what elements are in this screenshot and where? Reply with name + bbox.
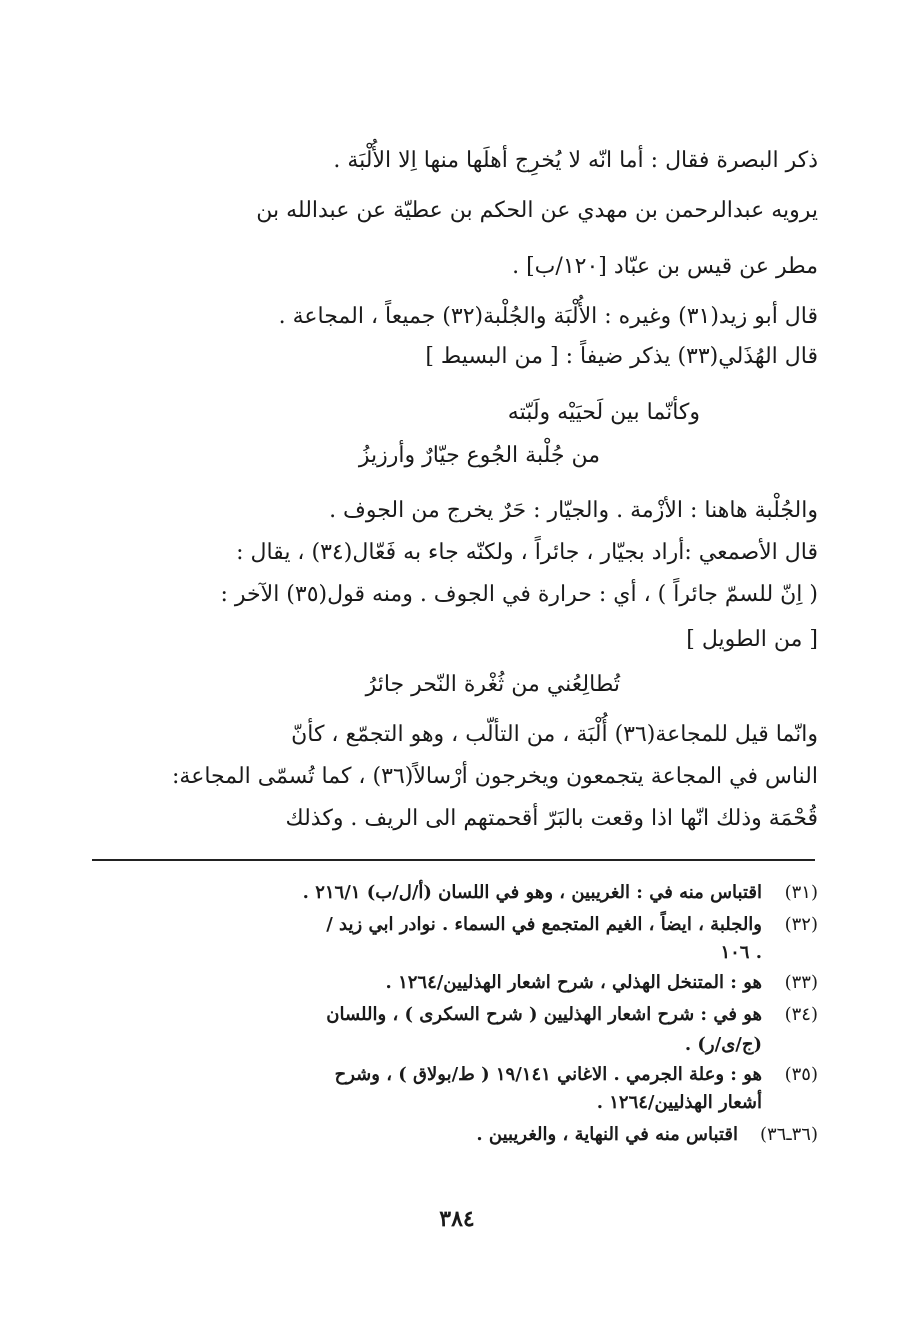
- verse-line-2: من جُلْبة الجُوع جيّارٌ وأرزيزُ: [358, 443, 600, 468]
- body-line-9: [ من الطويل ]: [686, 627, 818, 652]
- footnote-35: [335, 1062, 818, 1088]
- footnote-text: أشعار الهذليين/١٢٦٤ .: [596, 1092, 762, 1113]
- footnote-text: والجلبة ، ايضاً ، الغيم المتجمع في السماء . نوادر ابي زيد /: [326, 914, 762, 935]
- footnote-32: [326, 912, 818, 938]
- footnote-text: هو : وعلة الجرمي . الاغاني ١٩/١٤١ ( ط/بولاق ) ، وشرح: [334, 1064, 762, 1085]
- body-line-10: وانّما قيل للمجاعة(٣٦) أُلْبَة ، من التألّب ، وهو التجمّع ، كأنّ: [291, 722, 818, 747]
- footnote-number: (٣٤): [784, 1004, 818, 1025]
- body-line-11: الناس في المجاعة يتجمعون ويخرجون أرْسالاً(٣٦) ، كما تُسمّى المجاعة:: [171, 764, 818, 789]
- body-line-5: قال الهُذَلي(٣٣) يذكر ضيفاً : [ من البسيط ]: [425, 344, 818, 369]
- footnote-text: اقتباس منه في : الغريبين ، وهو في اللسان (أ/ل/ب) ٢١٦/١ .: [302, 882, 762, 903]
- body-line-8: ( اِنّ للسمّ جائراً ) ، أي : حرارة في الجوف . ومنه قول(٣٥) الآخر :: [220, 582, 818, 607]
- footnote-31: [303, 880, 818, 906]
- footnote-36: [476, 1122, 818, 1148]
- body-line-4: قال أبو زيد(٣١) وغيره : الأُلْبَة والجُلْبة(٣٢) جميعاً ، المجاعة .: [278, 304, 818, 329]
- footnote-text: اقتباس منه في النهاية ، والغريبين .: [476, 1124, 738, 1145]
- footnote-number: (٣٢): [784, 914, 818, 935]
- verse-line-1: وكأنّما بين لَحيَيْه ولَبّته: [507, 400, 700, 425]
- footnote-number: (٣٥): [784, 1064, 818, 1085]
- body-line-6: والجُلْبة هاهنا : الأزْمة . والجيّار : حَرٌ يخرج من الجوف .: [329, 498, 818, 523]
- footnote-number: (٣٣): [784, 972, 818, 993]
- footnote-33: [386, 970, 818, 996]
- footnote-35-continuation: [597, 1090, 762, 1116]
- body-line-1: ذكر البصرة فقال : أما انّه لا يُخرِج أهلَها منها اِلا الأُلْبَة .: [333, 148, 818, 173]
- footnote-32-continuation: [720, 940, 762, 966]
- footnote-34-continuation: [685, 1032, 762, 1058]
- footnote-text: هو في : شرح اشعار الهذليين ( شرح السكرى ) ، واللسان: [326, 1004, 762, 1025]
- footnote-text: (ج/ى/ر) .: [684, 1034, 762, 1055]
- footnote-text: هو : المتنخل الهذلي ، شرح اشعار الهذليين/١٢٦٤ .: [385, 972, 762, 993]
- body-line-7: قال الأصمعي :أراد بجيّار ، جائراً ، ولكنّه جاء به فَعّال(٣٤) ، يقال :: [236, 540, 818, 565]
- body-line-3: مطر عن قيس بن عبّاد [١٢٠/ب] .: [512, 254, 818, 279]
- footnote-divider: [92, 859, 815, 861]
- footnote-number: (٣٦ـ٣٦): [759, 1124, 818, 1145]
- body-line-2: يرويه عبدالرحمن بن مهدي عن الحكم بن عطيّة عن عبدالله بن: [256, 198, 818, 223]
- footnote-text: . ١٠٦: [720, 942, 762, 963]
- page-number: ٣٨٤: [439, 1206, 475, 1232]
- verse-line-3: تُطالِعُني من ثُغْرة النّحر جائرُ: [365, 672, 620, 697]
- body-line-12: قُحْمَة وذلك انّها اذا وقعت بالبَرّ أقحمتهم الى الريف . وكذلك: [285, 806, 818, 831]
- footnote-34: [326, 1002, 818, 1028]
- footnote-number: (٣١): [784, 882, 818, 903]
